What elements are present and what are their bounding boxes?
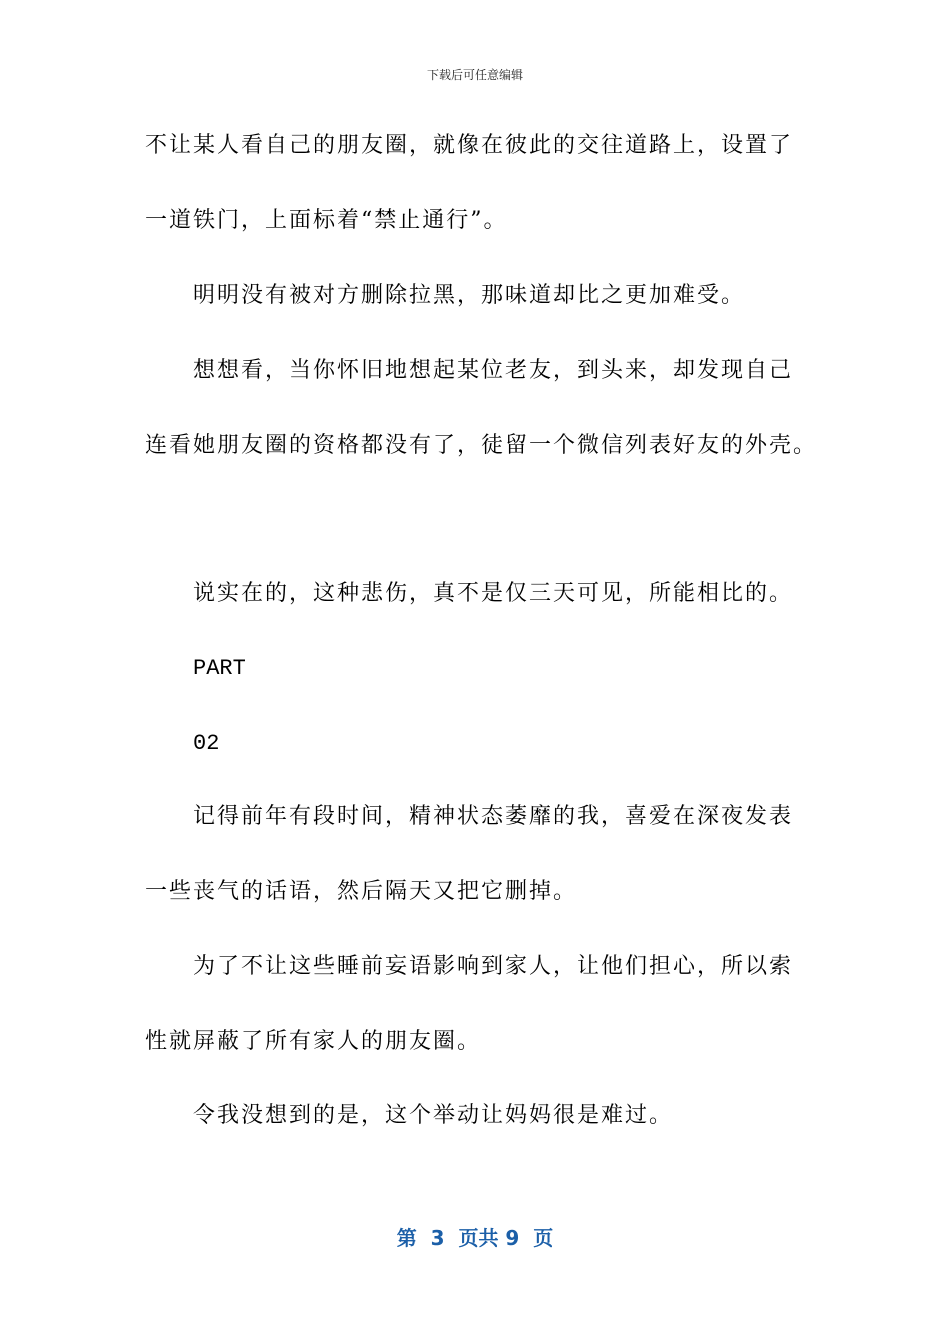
paragraph-line: 想想看，当你怀旧地想起某位老友，到头来，却发现自己: [193, 358, 794, 383]
header-note: 下载后可任意编辑: [426, 68, 523, 82]
section-label: PART: [193, 656, 246, 681]
paragraph-line: 说实在的，这种悲伤，真不是仅三天可见，所能相比的。: [193, 581, 794, 606]
paragraph-line: 为了不让这些睡前妄语影响到家人，让他们担心，所以索: [193, 954, 794, 979]
paragraph-line: 一些丧气的话语，然后隔天又把它删掉。: [145, 879, 578, 904]
paragraph-line: 性就屏蔽了所有家人的朋友圈。: [145, 1029, 482, 1054]
page-number-footer: 第 3 页共 9 页: [396, 1226, 554, 1250]
paragraph-line: 令我没想到的是，这个举动让妈妈很是难过。: [193, 1103, 674, 1128]
paragraph-line: 不让某人看自己的朋友圈，就像在彼此的交往道路上，设置了: [145, 133, 794, 158]
paragraph-line: 记得前年有段时间，精神状态萎靡的我，喜爱在深夜发表: [193, 804, 794, 829]
paragraph-line: 一道铁门，上面标着“禁止通行”。: [145, 208, 508, 233]
paragraph-line: 明明没有被对方删除拉黑，那味道却比之更加难受。: [193, 283, 746, 308]
section-number: 02: [193, 731, 220, 756]
paragraph-line: 连看她朋友圈的资格都没有了，徒留一个微信列表好友的外壳。: [145, 433, 818, 458]
